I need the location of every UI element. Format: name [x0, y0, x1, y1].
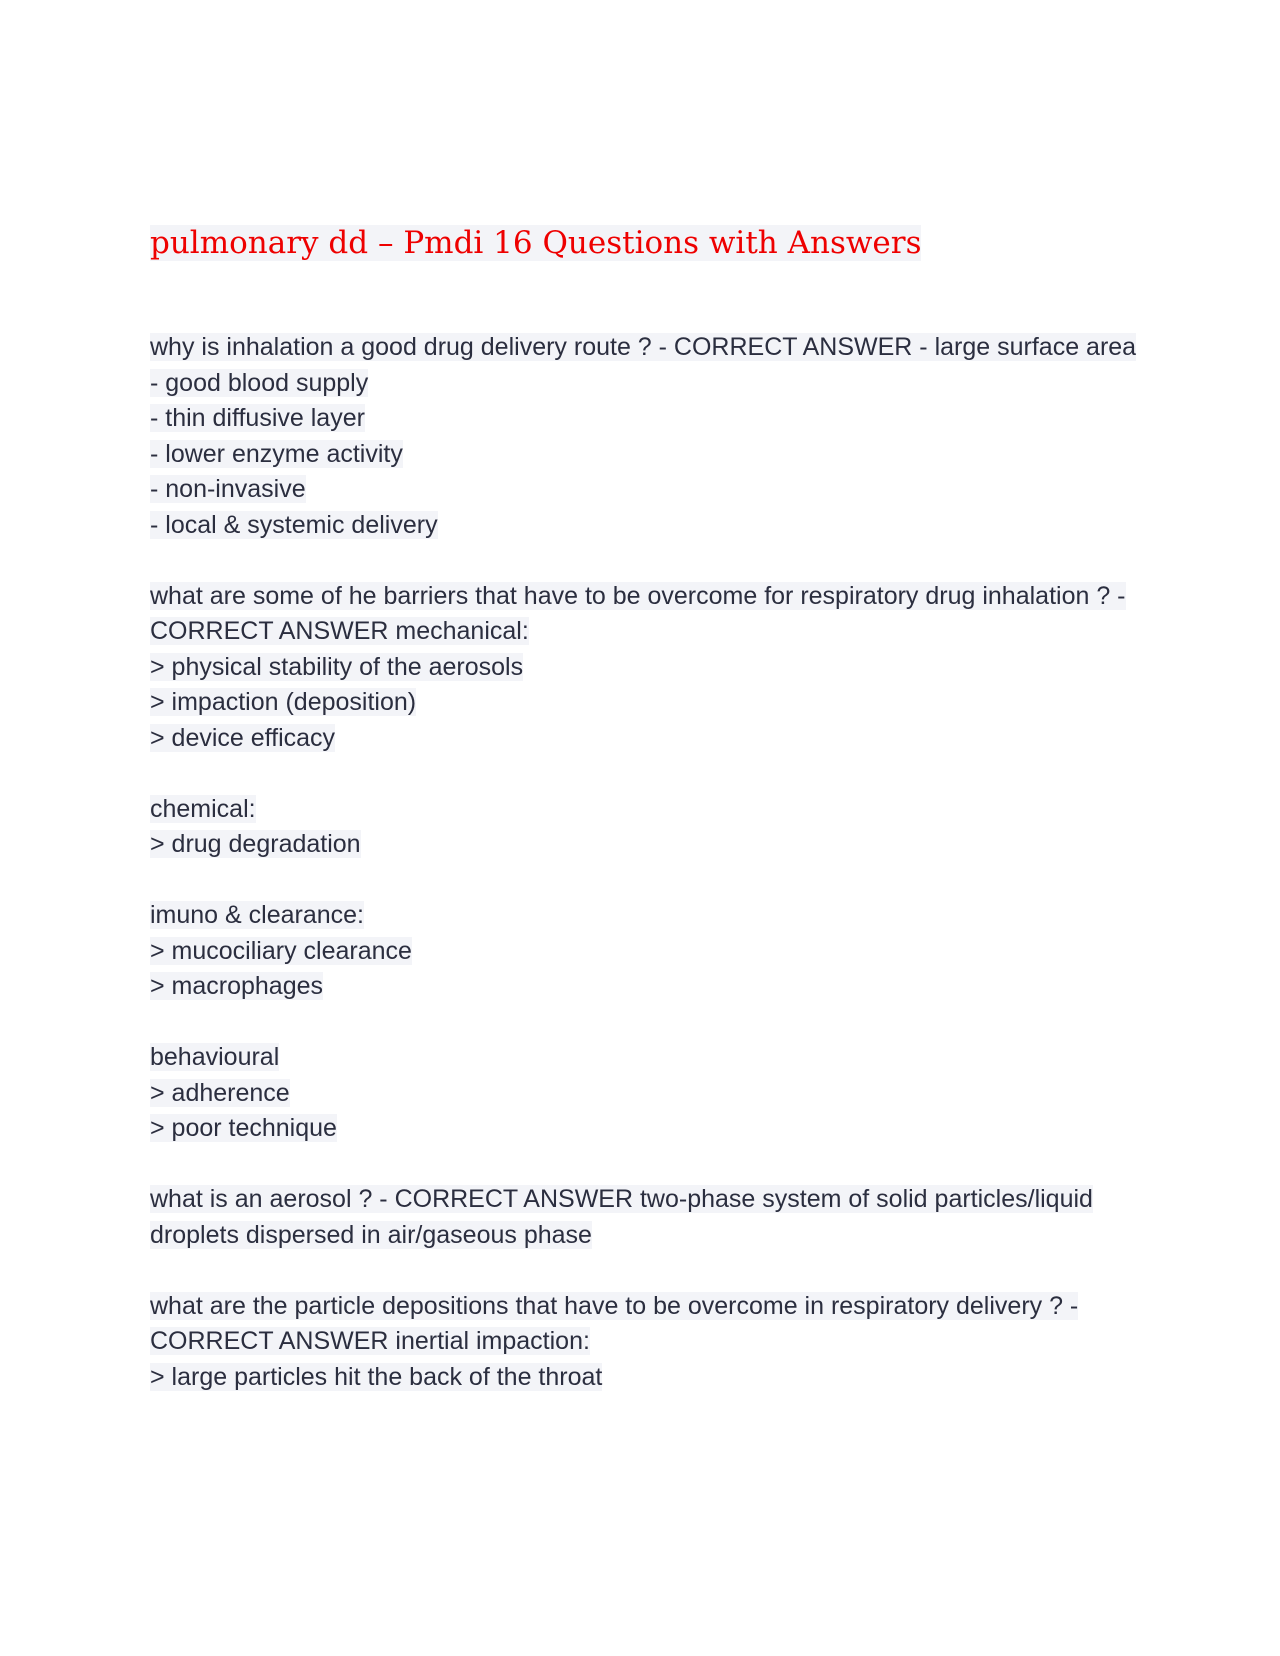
- document-content: [150, 220, 1140, 1395]
- qa-block-1: [150, 330, 1140, 543]
- paragraph-gap: [150, 543, 1140, 579]
- group-heading: behavioural: [150, 1043, 280, 1071]
- paragraph-gap: [150, 863, 1140, 899]
- answer-line: > mucociliary clearance: [150, 936, 412, 965]
- question-text: what is an aerosol ? - CORRECT ANSWER two-phase system of solid particles/liquid droplets dispersed in air/gaseous phase: [150, 1185, 1093, 1249]
- answer-line: - local & systemic delivery: [150, 510, 438, 539]
- group-heading: chemical:: [150, 794, 256, 823]
- qa-block-4: [150, 1289, 1140, 1396]
- answer-group-behavioural: [150, 1040, 1140, 1147]
- qa-block-3: [150, 1182, 1140, 1253]
- question-text: what are some of he barriers that have to be overcome for respiratory drug inhalation ? - CORRECT ANSWER mechanical:: [150, 581, 1126, 645]
- document-title: pulmonary dd – Pmdi 16 Questions with Answers: [150, 225, 922, 261]
- answer-line: > adherence: [150, 1078, 290, 1107]
- question-text: what are the particle depositions that have to be overcome in respiratory delivery ? - CORRECT ANSWER inertial impaction:: [150, 1291, 1079, 1355]
- paragraph-gap: [150, 1253, 1140, 1289]
- paragraph-gap: [150, 1005, 1140, 1041]
- answer-line: > drug degradation: [150, 830, 361, 858]
- answer-line: > poor technique: [150, 1114, 337, 1142]
- question-text: why is inhalation a good drug delivery route ? - CORRECT ANSWER - large surface area: [150, 333, 1137, 361]
- answer-line: > large particles hit the back of the throat: [150, 1362, 603, 1391]
- answer-line: > device efficacy: [150, 723, 336, 752]
- paragraph-gap: [150, 1147, 1140, 1183]
- answer-line: - non-invasive: [150, 475, 306, 503]
- answer-line: > impaction (deposition): [150, 688, 417, 716]
- answer-group-immuno: [150, 898, 1140, 1005]
- paragraph-gap: [150, 756, 1140, 792]
- answer-group-chemical: [150, 792, 1140, 863]
- group-heading: imuno & clearance:: [150, 901, 365, 929]
- qa-block-2: [150, 579, 1140, 757]
- answer-line: - good blood supply: [150, 368, 369, 397]
- answer-line: > macrophages: [150, 972, 324, 1000]
- answer-line: - lower enzyme activity: [150, 439, 403, 468]
- answer-line: > physical stability of the aerosols: [150, 652, 524, 681]
- answer-line: - thin diffusive layer: [150, 404, 365, 432]
